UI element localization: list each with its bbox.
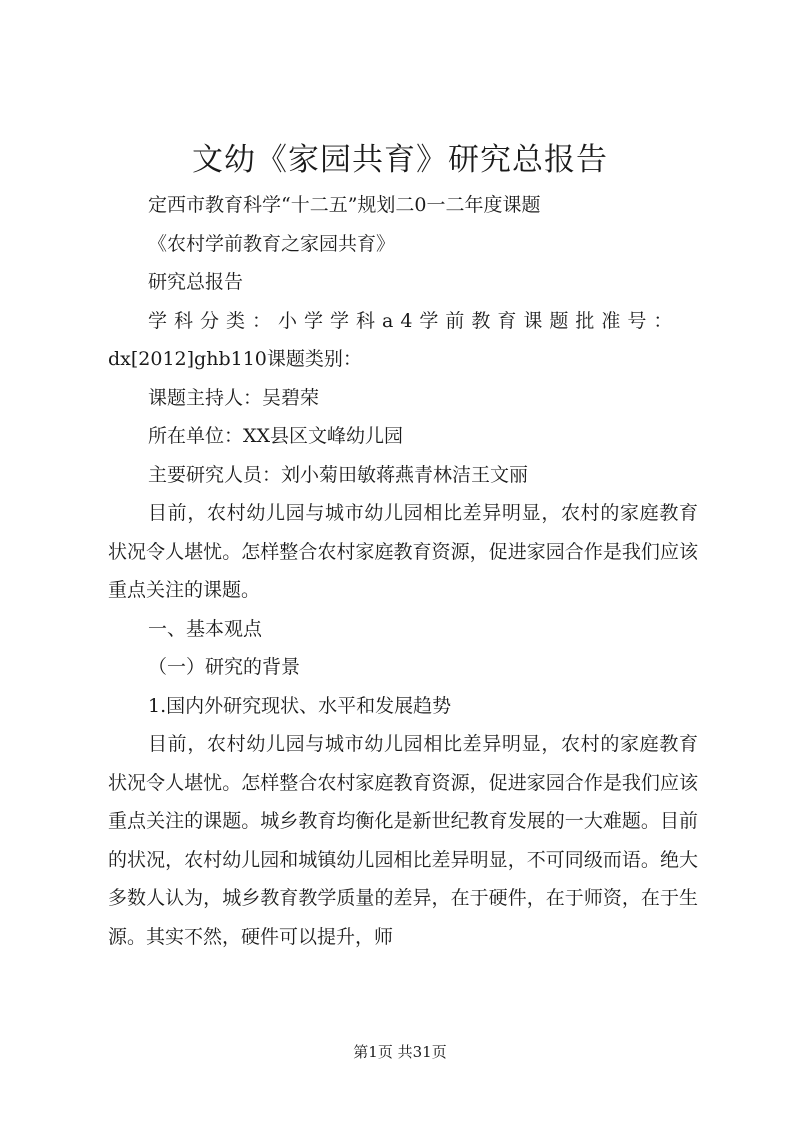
paragraph-researchers: 主要研究人员：刘小菊田敏蒋燕青林洁王文丽: [148, 463, 529, 486]
document-body: [108, 186, 698, 956]
section-heading-basic-views: 一、基本观点: [148, 617, 263, 640]
paragraph-subject-category: 学科分类：小学学科a4学前教育课题批准号：: [148, 309, 680, 332]
paragraph-research-status: 目前，农村幼儿园与城市幼儿园相比差异明显，农村的家庭教育状况令人堪忧。怎样整合农村家庭教育资源，促进家园合作是我们应该重点关注的课题。城乡教育均衡化是新世纪教育发展的一大难题。目前的状况，农村幼儿园和城镇幼儿园相比差异明显，不可同级而语。绝大多数人认为，城乡教育教学质量的差异，在于硬件，在于师资，在于生源。其实不然，硬件可以提升，师: [108, 733, 698, 948]
paragraph-project-source: 定西市教育科学“十二五”规划二0一二年度课题: [148, 194, 541, 216]
paragraph-report-label: 研究总报告: [148, 271, 244, 293]
subsubsection-heading-research-status: 1.国内外研究现状、水平和发展趋势: [148, 694, 452, 717]
paragraph-intro: 目前，农村幼儿园与城市幼儿园相比差异明显，农村的家庭教育状况令人堪忧。怎样整合农村家庭教育资源，促进家园合作是我们应该重点关注的课题。: [108, 502, 698, 601]
paragraph-approval-number: dx[2012]ghb110课题类别：: [108, 348, 362, 370]
subsection-heading-background: （一）研究的背景: [148, 656, 301, 678]
document-title: 文幼《家园共育》研究总报告: [192, 142, 608, 178]
paragraph-affiliation: 所在单位：XX县区文峰幼儿园: [148, 425, 404, 447]
paragraph-project-host: 课题主持人：吴碧荣: [148, 386, 320, 409]
paragraph-project-name: 《农村学前教育之家园共育》: [148, 232, 396, 255]
page-number-footer: 第1页 共31页: [353, 1043, 447, 1061]
